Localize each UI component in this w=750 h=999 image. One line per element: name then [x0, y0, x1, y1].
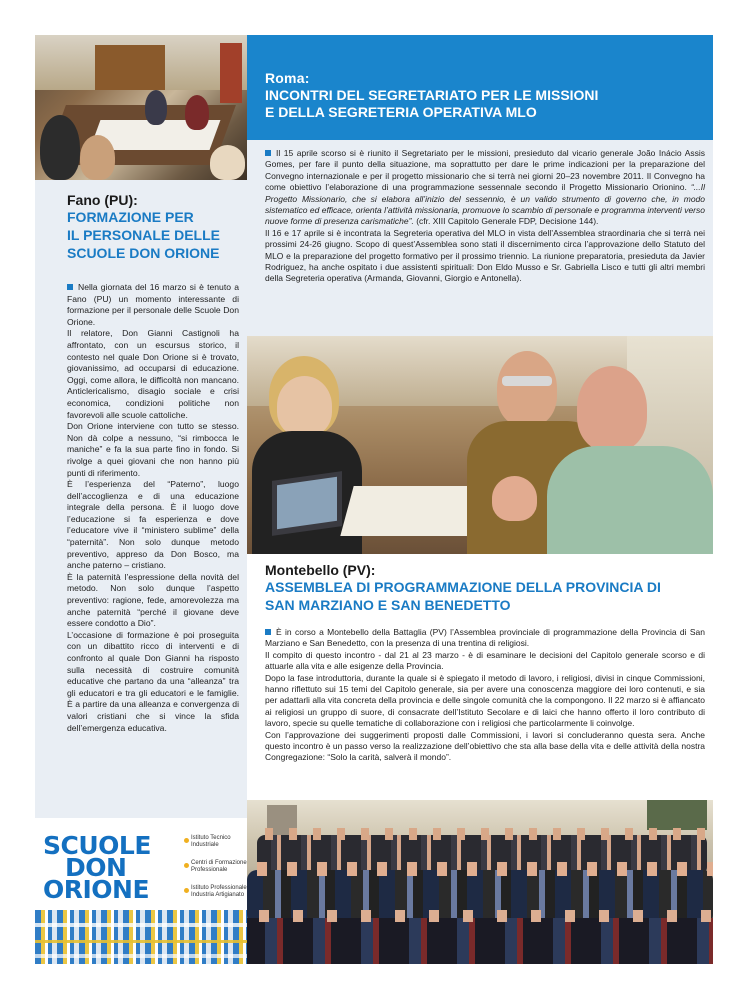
roma-city-heading: Roma: [265, 70, 310, 86]
montebello-section-title [265, 578, 710, 614]
fano-paragraph: È la paternità l’espressione della novità del metodo. Non solo dunque l’aspetto preventivo: ragione, fede, amorevolezza ma anche paternità “perché il giovane deve essere condotto a Dio”. [67, 571, 239, 629]
fano-section-title [67, 208, 242, 262]
roma-citation: (cfr. XIII Capitolo Generale FDP, Decisione 144). [413, 216, 599, 227]
roma-paragraph-1: Il 15 aprile scorso si è riunito il Segretariato per le missioni, presieduto dal vicario generale João Inácio Assis Gomes, per fare il punto della situazione, ma soprattutto per dare le prime indicazioni per la preparazione del Convegno internazionale e per il progetto missionario che si terrà nei giorni 20–23 novembre 2011. Il Convegno ha come obiettivo l’elaborazione di una programmazione sessennale secondo il Progetto Missionario Orionino. [265, 148, 705, 193]
fano-title-line2: IL PERSONALE DELLE [67, 227, 220, 243]
logo-bullet-icon [184, 863, 189, 868]
logo-word-scuole: SCUOLE [43, 831, 151, 860]
fano-meeting-photo [35, 35, 247, 180]
fano-city-heading: Fano (PU): [67, 192, 138, 208]
logo-bullet-icon [184, 838, 189, 843]
fano-article-body [67, 282, 239, 734]
montebello-paragraph: Il compito di questo incontro - dal 21 al 23 marzo - è di esaminare le decisioni del Capitolo generale scorso e di attuarle alla vita e alle esigenze della Provincia. [265, 649, 705, 672]
roma-title-line2: E DELLA SEGRETERIA OPERATIVA MLO [265, 104, 537, 120]
montebello-group-photo [247, 800, 713, 964]
fano-paragraph: È l’esperienza del “Paterno”, luogo dell’accoglienza e di una educazione integrale della persona. È il luogo dove l’educazione si fa esperienza e dove l’educatore vive il “ministero sublime” della “paternità”. Non solo dunque metodo preventivo, appreso da Don Bosco, ma anche paterno – cristiano. [67, 479, 239, 571]
roma-quote: “...Il Progetto Missionario, che si elabora all’inizio del sessennio, è un valido strumento di governo che, in modo sistematico ed efficace, orienta l’attività missionaria, promuove lo scambio di personale e programma interventi verso nuove forme di presenza carismatiche”. [265, 182, 705, 227]
logo-item: Istituto Tecnico Industriale [191, 835, 231, 848]
logo-item: Istituto Professionale Industria Artigianato [191, 885, 247, 898]
roma-section-title [265, 87, 705, 121]
roma-article-body [265, 148, 705, 285]
fano-title-line3: SCUOLE DON ORIONE [67, 245, 220, 261]
montebello-title-line2: SAN MARZIANO E SAN BENEDETTO [265, 597, 511, 613]
logo-item: Centri di Formazione Professionale [191, 860, 247, 873]
mlo-meeting-photo [247, 336, 713, 554]
montebello-paragraph: Dopo la fase introduttoria, durante la quale si è spiegato il metodo di lavoro, i religiosi, divisi in cinque Commissioni, hanno riflettuto sui 15 temi del Capitolo generale, sia per avere una conoscenza maggiore dei loro contenuti, e sia per adattarli alla vita concreta della provincia e delle singole comunità che la compongono. Il 22 marzo si è affiancato ai religiosi un gruppo di suore, di consacrate dell’Istituto Secolare e di laici che hanno offerto il loro contributo di lavoro, specie su quelle tematiche di collaborazione con i religiosi che particolarmente li coinvolge. [265, 672, 705, 729]
fano-paragraph: Don Orione interviene con tutto se stesso. Non dà colpe a nessuno, “si rimbocca le maniche” e fa la sua parte fino in fondo. Si rivolge a quei giovani che non hanno più punti di riferimento. [67, 421, 239, 478]
montebello-title-line1: ASSEMBLEA DI PROGRAMMAZIONE DELLA PROVINCIA DI [265, 579, 661, 595]
scuole-don-orione-logo [35, 818, 247, 964]
paragraph-square-icon [67, 284, 73, 290]
montebello-city-heading: Montebello (PV): [265, 562, 376, 578]
fano-paragraph: Il relatore, Don Gianni Castignoli ha affrontato, con un escursus storico, il contesto nel quale Don Orione si è trovato, giovanissimo, ad occuparsi di educazione. Oggi, come allora, le difficoltà non mancano. Anticlericalismo, disagio sociale e crisi economica, condizioni politiche non favorevoli alle scuole cattoliche. [67, 328, 239, 420]
montebello-article-body [265, 627, 705, 764]
montebello-paragraph: Con l’approvazione dei suggerimenti proposti dalle Commissioni, i lavori si concluderanno questa sera. Anche questo incontro è un passo verso la realizzazione dell’obiettivo che sta alla base della vita e delle attività della nostra Congregazione: “Solo la carità, salverà il mondo”. [265, 729, 705, 763]
roma-title-line1: INCONTRI DEL SEGRETARIATO PER LE MISSIONI [265, 87, 599, 103]
logo-word-don: DON [65, 853, 127, 882]
logo-bullet-icon [184, 888, 189, 893]
fano-paragraph: L’occasione di formazione è poi proseguita con un dibattito ricco di interventi e di confronto al quale Don Gianni ha risposto sulla necessità di costruire comunità educative che partano da una “alleanza” tra gli educatori e tra gli educatori e le famiglie. È a partire da una alleanza e convergenza di valori cristiani che si vince la sfida dell’emergenza educativa. [67, 629, 239, 733]
montebello-paragraph: È in corso a Montebello della Battaglia (PV) l’Assemblea provinciale di programmazione della Provincia di San Marziano e San Benedetto, con la presenza di una trentina di religiosi. [265, 627, 705, 649]
paragraph-square-icon [265, 629, 271, 635]
fano-paragraph: Nella giornata del 16 marzo si è tenuto a Fano (PU) un momento interessante di formazione per il personale delle Scuole Don Orione. [67, 282, 239, 327]
roma-paragraph-2: Il 16 e 17 aprile si è incontrata la Segreteria operativa del MLO in vista dell’Assemblea straordinaria che si terrà nei prossimi 24-26 giugno. Scopo di quest’Assemblea sono stati il discernimento circa l’approvazione dello Statuto del MLO e la preparazione del progetto formativo per il prossimo triennio. La riunione preparatoria, presieduta da Javier Rodriguez, ha anche ospitato i due assistenti spirituali: Don Eldo Musso e Sr. Gabriella Lisco e tutti gli altri membri della Segreteria operativa (Armanda, Giovanni, Giorgio e Antonella). [265, 227, 705, 284]
fano-title-line1: FORMAZIONE PER [67, 209, 194, 225]
paragraph-square-icon [265, 150, 271, 156]
logo-word-orione: ORIONE [43, 875, 150, 904]
